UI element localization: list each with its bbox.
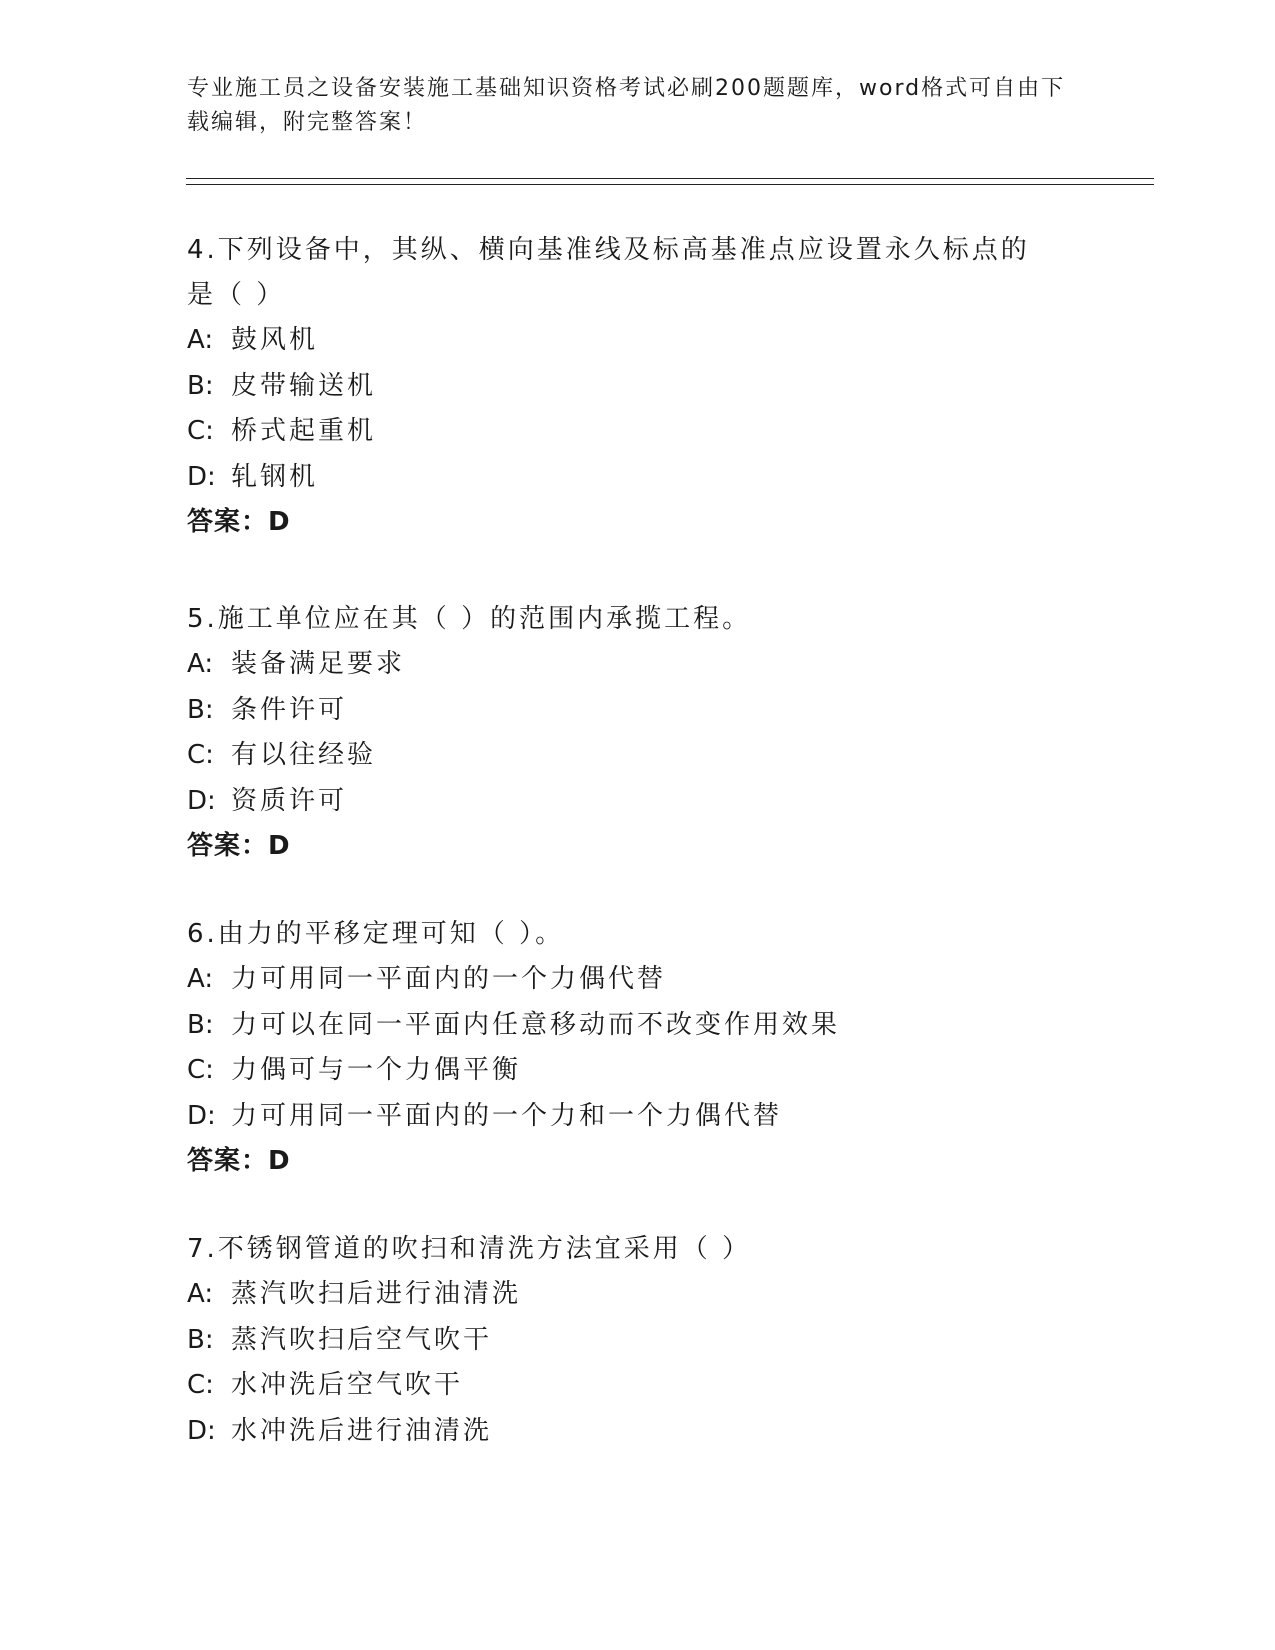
option-key: D: bbox=[187, 1415, 216, 1446]
option-d bbox=[187, 779, 1087, 825]
option-a bbox=[187, 1272, 1087, 1318]
header-divider bbox=[186, 178, 1154, 185]
option-key: C: bbox=[187, 1055, 214, 1085]
question-block bbox=[187, 597, 1087, 870]
question-stem: 6.由力的平移定理可知（ ）。 bbox=[187, 919, 565, 949]
option-c bbox=[187, 409, 1087, 455]
option-key: A: bbox=[187, 649, 214, 679]
option-text: 力可用同一平面内的一个力偶代替 bbox=[231, 964, 667, 994]
option-text: 力可以在同一平面内任意移动而不改变作用效果 bbox=[231, 1009, 841, 1040]
question-stem: 4.下列设备中，其纵、横向基准线及标高基准点应设置永久标点的是（ ） bbox=[187, 235, 1030, 310]
option-key: D: bbox=[187, 1100, 216, 1131]
option-text: 有以往经验 bbox=[231, 740, 377, 770]
option-b bbox=[187, 1318, 1087, 1364]
question-block bbox=[187, 912, 1087, 1185]
option-a bbox=[187, 957, 1087, 1003]
option-b bbox=[187, 688, 1087, 734]
option-key: A: bbox=[187, 325, 214, 355]
option-a bbox=[187, 318, 1087, 364]
answer-line: 答案：D bbox=[187, 1146, 291, 1176]
option-text: 水冲洗后进行油清洗 bbox=[231, 1415, 493, 1446]
question-block bbox=[187, 1227, 1087, 1454]
option-key: A: bbox=[187, 1279, 214, 1309]
option-text: 桥式起重机 bbox=[231, 416, 377, 446]
question-stem: 7.不锈钢管道的吹扫和清洗方法宜采用（ ） bbox=[187, 1234, 752, 1264]
option-text: 鼓风机 bbox=[231, 325, 319, 355]
option-text: 水冲洗后空气吹干 bbox=[231, 1370, 464, 1400]
option-key: A: bbox=[187, 964, 214, 994]
option-text: 皮带输送机 bbox=[231, 370, 377, 401]
option-key: B: bbox=[187, 370, 214, 401]
option-key: D: bbox=[187, 461, 216, 492]
option-key: C: bbox=[187, 740, 214, 770]
answer-line: 答案：D bbox=[187, 831, 291, 861]
option-key: B: bbox=[187, 1009, 214, 1040]
option-key: C: bbox=[187, 1370, 214, 1400]
option-key: D: bbox=[187, 785, 216, 816]
option-d bbox=[187, 455, 1087, 501]
option-a bbox=[187, 642, 1087, 688]
option-text: 资质许可 bbox=[231, 785, 348, 816]
option-key: C: bbox=[187, 416, 214, 446]
option-key: B: bbox=[187, 694, 214, 725]
option-c bbox=[187, 1363, 1087, 1409]
option-text: 装备满足要求 bbox=[231, 649, 406, 679]
option-d bbox=[187, 1409, 1087, 1455]
option-b bbox=[187, 1003, 1087, 1049]
option-text: 蒸汽吹扫后进行油清洗 bbox=[231, 1279, 522, 1309]
option-text: 条件许可 bbox=[231, 694, 348, 725]
option-c bbox=[187, 733, 1087, 779]
question-block bbox=[187, 228, 1087, 546]
option-c bbox=[187, 1048, 1087, 1094]
answer-line: 答案：D bbox=[187, 507, 291, 537]
question-stem: 5.施工单位应在其（ ）的范围内承揽工程。 bbox=[187, 604, 752, 634]
option-text: 轧钢机 bbox=[231, 461, 319, 492]
option-b bbox=[187, 364, 1087, 410]
option-d bbox=[187, 1094, 1087, 1140]
option-key: B: bbox=[187, 1324, 214, 1355]
option-text: 力可用同一平面内的一个力和一个力偶代替 bbox=[231, 1100, 783, 1131]
option-text: 蒸汽吹扫后空气吹干 bbox=[231, 1324, 493, 1355]
option-text: 力偶可与一个力偶平衡 bbox=[231, 1055, 522, 1085]
document-header: 专业施工员之设备安装施工基础知识资格考试必刷200题题库，word格式可自由下载编辑，附完整答案！ bbox=[187, 76, 1066, 135]
